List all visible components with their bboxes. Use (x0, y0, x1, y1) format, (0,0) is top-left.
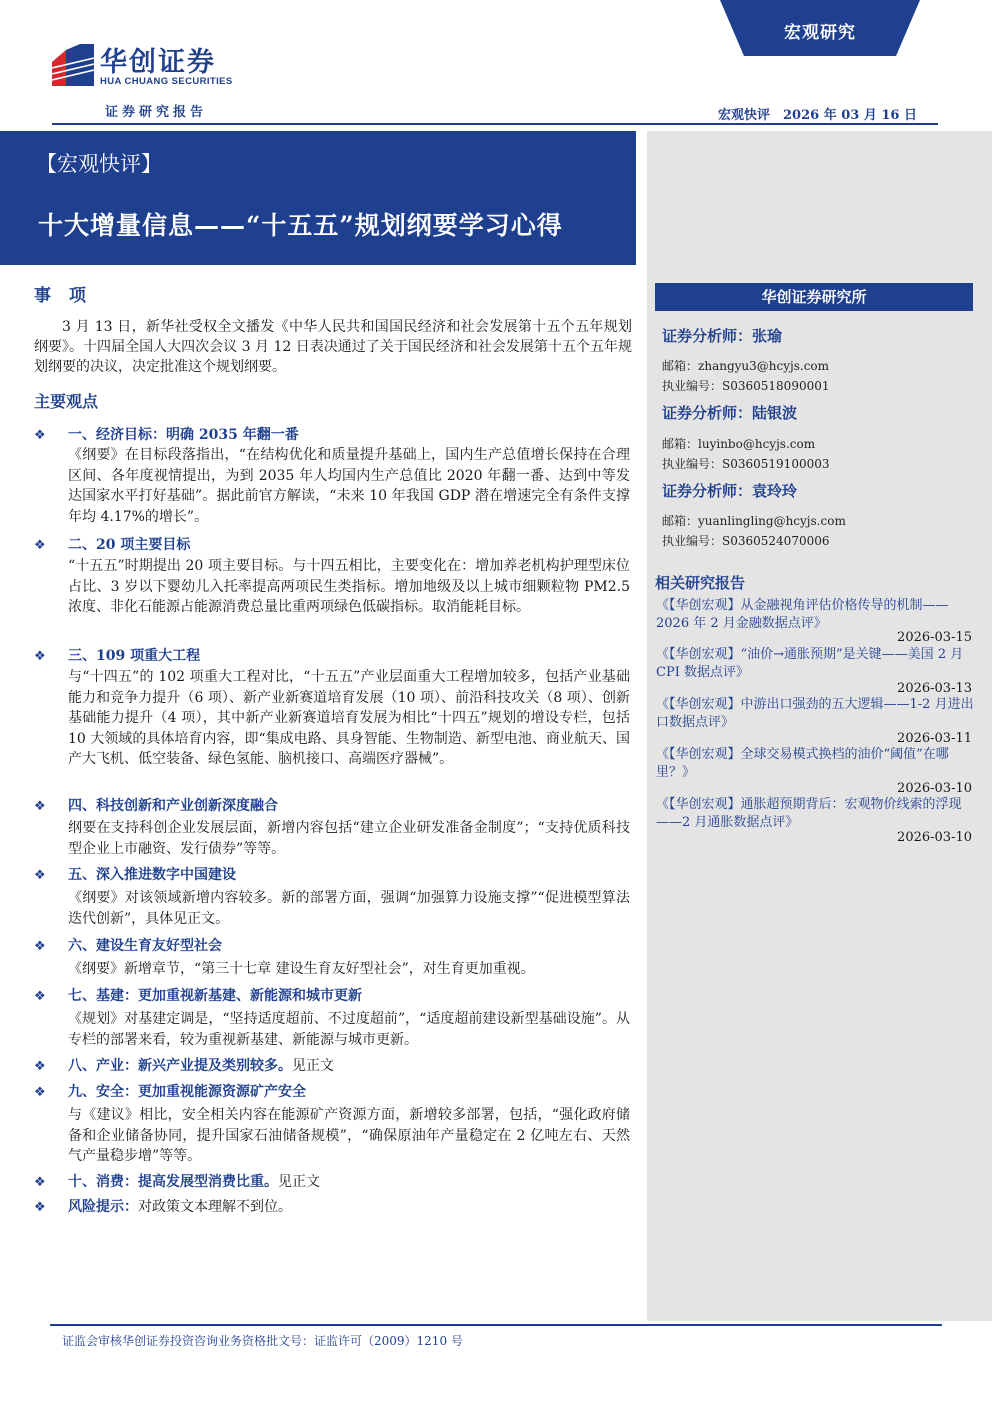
point-heading (34, 1081, 306, 1101)
point-title: 二、20 项主要目标 (68, 537, 191, 553)
related-report-link[interactable]: 《【华创宏观】通胀超预期背后：宏观物价线索的浮现——2 月通胀数据点评》 (656, 797, 962, 830)
point-heading (34, 534, 190, 554)
analyst-email-row (662, 435, 815, 452)
analyst-license: S0360519100003 (722, 457, 830, 471)
point-title: 五、深入推进数字中国建设 (68, 867, 236, 883)
footer-divider (50, 1324, 942, 1326)
point-body: 纲要在支持科创企业发展层面，新增内容包括“建立企业研发准备金制度”；“支持优质科技型企业上市融资、发行债券”等等。 (68, 820, 630, 857)
point-title: 三、109 项重大工程 (68, 648, 201, 664)
point-title: 七、基建：更加重视新基建、新能源和城市更新 (68, 988, 362, 1004)
diamond-bullet-icon: ❖ (34, 538, 46, 553)
analyst-license: S0360518090001 (722, 379, 830, 393)
point-title: 九、安全：更加重视能源资源矿产安全 (68, 1084, 306, 1100)
related-report-date: 2026-03-15 (897, 630, 972, 645)
point-body: “十五五”时期提出 20 项主要目标。与十四五相比，主要变化在：增加养老机构护理型床位占比、3 岁以下婴幼儿入托率提高两项民生类指标。增加地级及以上城市细颗粒物 PM2.5 浓度、非化石能源占能源消费总量比重两项绿色低碳指标。取消能耗目标。 (68, 558, 630, 615)
diamond-bullet-icon: ❖ (34, 989, 46, 1004)
email-label: 邮箱： (662, 514, 699, 528)
point-title: 四、科技创新和产业创新深度融合 (68, 798, 278, 814)
related-report-link[interactable]: 《【华创宏观】中游出口强劲的五大逻辑——1-2 月进出口数据点评》 (656, 697, 974, 730)
brand-name-en: HUA CHUANG SECURITIES (100, 76, 233, 87)
related-report-date: 2026-03-10 (897, 781, 972, 796)
event-paragraph: 3 月 13 日，新华社受权全文播发《中华人民共和国国民经济和社会发展第十五个五年规划纲要》。十四届全国人大四次会议 3 月 12 日表决通过了关于国民经济和社会发展第十五个五年规划纲要的决议，决定批准这个规划纲要。 (34, 319, 632, 375)
key-views-heading: 主要观点 (34, 392, 99, 411)
point-title: 风险提示： (68, 1199, 138, 1215)
report-type-label: 证券研究报告 (105, 105, 208, 120)
point-heading (34, 645, 200, 665)
point-suffix: 见正文 (278, 1174, 320, 1190)
related-report-link[interactable]: 《【华创宏观】从金融视角评估价格传导的机制——2026 年 2 月金融数据点评》 (656, 598, 949, 631)
point-body: 与“十四五”的 102 项重大工程对比，“十五五”产业层面重大工程增加较多，包括产业基础能力和竞争力提升（6 项）、新产业新赛道培育发展（10 项）、前沿科技攻关（8 项）、创新基础能力提升（4 项），其中新产业新赛道培育发展为相比“十四五”规划的增设专栏，包括 10 大领域的具体培育内容，即“集成电路、具身智能、生物制造、新型电池、商业航天、国产大飞机、低空装备、绿色氢能、脑机接口、高端医疗器械”。 (68, 669, 630, 767)
analyst-email-row (662, 512, 846, 529)
header-tab-label: 宏观研究 (784, 23, 856, 43)
diamond-bullet-icon: ❖ (34, 868, 46, 883)
diamond-bullet-icon: ❖ (34, 649, 46, 664)
analyst-name: 证券分析师：张瑜 (662, 327, 783, 345)
brand-logo-icon (52, 44, 94, 86)
report-category: 【宏观快评】 (36, 152, 162, 176)
point-title: 十、消费：提高发展型消费比重。 (68, 1174, 278, 1190)
point-title: 六、建设生育友好型社会 (68, 938, 222, 954)
point-body: 《纲要》在目标段落指出，“在结构优化和质量提升基础上，国内生产总值增长保持在合理区间、各年度视情提出，为到 2035 年人均国内生产总值比 2020 年翻一番、达到中等发达国家水平打好基础”。据此前官方解读，“未来 10 年我国 GDP 潜在增速完全有条件支撑年均 4.17%的增长”。 (68, 447, 630, 525)
analyst-email-row (662, 357, 829, 374)
point-title: 一、经济目标：明确 2035 年翻一番 (68, 427, 299, 443)
point-heading (34, 864, 236, 884)
diamond-bullet-icon: ❖ (34, 1085, 46, 1100)
report-date: 宏观快评 2026 年 03 月 16 日 (718, 108, 917, 123)
point-body: 《纲要》新增章节，“第三十七章 建设生育友好型社会”，对生育更加重视。 (68, 961, 535, 977)
point-suffix: 见正文 (292, 1058, 334, 1074)
analyst-email[interactable]: zhangyu3@hcyjs.com (698, 359, 830, 373)
license-label: 执业编号： (662, 534, 723, 548)
point-heading (34, 935, 222, 955)
point-body: 《纲要》对该领域新增内容较多。新的部署方面，强调“加强算力设施支撑”“促进模型算法迭代创新”，具体见正文。 (68, 890, 630, 927)
diamond-bullet-icon: ❖ (34, 799, 46, 814)
event-heading: 事项 (34, 286, 104, 306)
report-title: 十大增量信息——“十五五”规划纲要学习心得 (38, 211, 563, 240)
analyst-name: 证券分析师：陆银波 (662, 404, 798, 422)
related-report-date: 2026-03-13 (897, 681, 972, 696)
email-label: 邮箱： (662, 359, 699, 373)
analyst-license-row (662, 377, 830, 394)
point-heading (34, 424, 299, 444)
point-suffix: 对政策文本理解不到位。 (138, 1199, 292, 1215)
diamond-bullet-icon: ❖ (34, 939, 46, 954)
risk-heading (34, 1196, 292, 1216)
point-title: 八、产业：新兴产业提及类别较多。 (68, 1058, 292, 1074)
footer-license-text: 证监会审核华创证券投资咨询业务资格批文号：证监许可（2009）1210 号 (62, 1334, 463, 1348)
diamond-bullet-icon: ❖ (34, 1200, 46, 1215)
license-label: 执业编号： (662, 457, 723, 471)
brand-name: 华创证券 (100, 47, 216, 78)
diamond-bullet-icon: ❖ (34, 428, 46, 443)
related-report-date: 2026-03-10 (897, 830, 972, 845)
related-report-link[interactable]: 《【华创宏观】“油价→通胀预期”是关键——美国 2 月 CPI 数据点评》 (656, 647, 964, 680)
related-report-date: 2026-03-11 (897, 731, 972, 746)
point-body: 《规划》对基建定调是，“坚持适度超前、不过度超前”，“适度超前建设新型基础设施”。从专栏的部署来看，较为重视新基建、新能源与城市更新。 (68, 1011, 630, 1048)
analyst-email[interactable]: yuanlingling@hcyjs.com (698, 514, 846, 528)
related-report-link[interactable]: 《【华创宏观】全球交易模式换档的油价“阈值”在哪里？》 (656, 747, 949, 780)
point-heading (34, 985, 362, 1005)
header-divider (52, 123, 938, 125)
analyst-email[interactable]: luyinbo@hcyjs.com (698, 437, 816, 451)
diamond-bullet-icon: ❖ (34, 1175, 46, 1190)
related-reports-heading: 相关研究报告 (655, 574, 746, 592)
institute-header: 华创证券研究所 (655, 283, 973, 311)
analyst-license-row (662, 455, 830, 472)
point-heading (34, 795, 278, 815)
point-heading (34, 1171, 320, 1191)
analyst-license: S0360524070006 (722, 534, 830, 548)
diamond-bullet-icon: ❖ (34, 1059, 46, 1074)
point-body: 与《建议》相比，安全相关内容在能源矿产资源方面，新增较多部署，包括，“强化政府储备和企业储备协同，提升国家石油储备规模”，“确保原油年产量稳定在 2 亿吨左右、天然气产量稳步增”等等。 (68, 1107, 630, 1164)
analyst-license-row (662, 532, 830, 549)
point-heading (34, 1055, 334, 1075)
analyst-name: 证券分析师：袁玲玲 (662, 482, 798, 500)
email-label: 邮箱： (662, 437, 699, 451)
license-label: 执业编号： (662, 379, 723, 393)
